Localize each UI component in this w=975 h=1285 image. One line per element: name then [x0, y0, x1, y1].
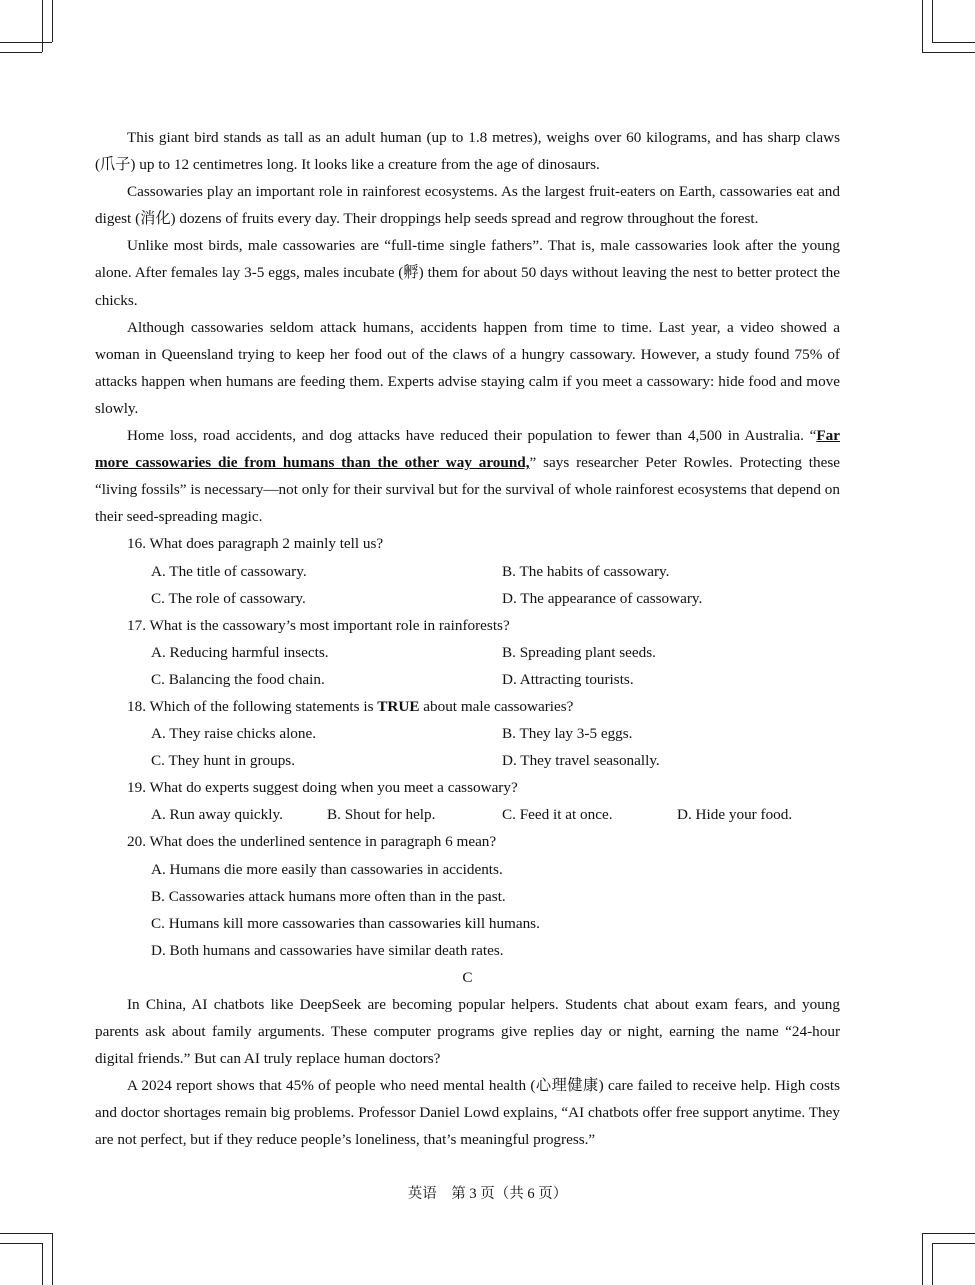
page-footer: 英语 第 3 页（共 6 页）	[407, 1186, 568, 1202]
question-17-options-row-1	[95, 639, 840, 666]
question-17-stem: 17. What is the cassowary’s most important role in rainforests?	[127, 616, 510, 634]
question-18-options-row-1	[95, 720, 840, 747]
question-16-stem: 16. What does paragraph 2 mainly tell us?	[127, 535, 384, 553]
paragraph-5-text-before: Home loss, road accidents, and dog attacks have reduced their population to fewer than 4,500 in Australia. “	[127, 427, 817, 445]
question-19-option-b[interactable]: B. Shout for help.	[327, 806, 436, 824]
passage-c-paragraph-2: A 2024 report shows that 45% of people who need mental health (心理健康) care failed to receive help. High costs and doctor shortages remain big problems. Professor Daniel Lowd explains, “AI chatbots offer free support anytime. They are not perfect, but if they reduce people’s loneliness, that’s meaningful progress.”	[95, 1077, 840, 1149]
passage-b-paragraph-1: This giant bird stands as tall as an adult human (up to 1.8 metres), weighs over 60 kilograms, and has sharp claws (爪子) up to 12 centimetres long. It looks like a creature from the age of dinosaurs.	[95, 129, 840, 174]
passage-b-paragraph-2: Cassowaries play an important role in rainforest ecosystems. As the largest fruit-eaters on Earth, cassowaries eat and digest (消化) dozens of fruits every day. Their droppings help seeds spread and regrow throughout the forest.	[95, 183, 840, 228]
crop-mark-bottom-left-v2	[52, 1233, 53, 1285]
crop-mark-bottom-right-h2	[932, 1243, 975, 1244]
question-17-option-d[interactable]: D. Attracting tourists.	[502, 670, 634, 688]
question-16-option-c[interactable]: C. The role of cassowary.	[151, 589, 306, 607]
question-20-option-d[interactable]: D. Both humans and cassowaries have similar death rates.	[151, 941, 504, 959]
crop-mark-top-right-h2	[932, 42, 975, 43]
crop-mark-bottom-right-v2	[932, 1243, 933, 1285]
passage-b-paragraph-5	[95, 422, 840, 530]
exam-page	[95, 124, 840, 1154]
passage-c-paragraph-1: In China, AI chatbots like DeepSeek are becoming popular helpers. Students chat about exam fears, and young parents ask about family arguments. These computer programs give replies day or night, earning the name “24-hour digital friends.” But can AI truly replace human doctors?	[95, 996, 840, 1068]
question-20-option-c[interactable]: C. Humans kill more cassowaries than cassowaries kill humans.	[151, 914, 540, 932]
question-19-stem: 19. What do experts suggest doing when you meet a cassowary?	[127, 779, 518, 797]
question-18-option-a[interactable]: A. They raise chicks alone.	[151, 725, 317, 743]
question-16-option-d[interactable]: D. The appearance of cassowary.	[502, 589, 703, 607]
section-c-label: C	[462, 968, 473, 986]
underlined-sentence: Far more cassowaries die from humans than the other way around,	[95, 427, 840, 472]
question-17-option-c[interactable]: C. Balancing the food chain.	[151, 670, 325, 688]
question-18-stem-bold: TRUE	[377, 697, 420, 715]
question-19-option-a[interactable]: A. Run away quickly.	[151, 806, 283, 824]
passage-b-paragraph-4: Although cassowaries seldom attack humans, accidents happen from time to time. Last year, a video showed a woman in Queensland trying to keep her food out of the claws of a hungry cassowary. However, a study found 75% of attacks happen when humans are feeding them. Experts advise staying calm if you meet a cassowary: hide food and move slowly.	[95, 318, 840, 417]
question-17-options-row-2	[95, 666, 840, 693]
crop-mark-bottom-left-v	[42, 1243, 43, 1285]
question-17-option-a[interactable]: A. Reducing harmful insects.	[151, 643, 329, 661]
question-18-option-d[interactable]: D. They travel seasonally.	[502, 752, 660, 770]
question-16-option-b[interactable]: B. The habits of cassowary.	[502, 562, 670, 580]
crop-mark-top-right-h	[922, 52, 975, 53]
crop-mark-bottom-left-h	[0, 1233, 52, 1234]
question-20-option-a[interactable]: A. Humans die more easily than cassowaries in accidents.	[151, 860, 503, 878]
question-19-options-row	[95, 801, 840, 828]
crop-mark-top-right-v	[922, 0, 923, 52]
question-18-stem	[95, 693, 840, 720]
crop-mark-top-left-h2	[0, 52, 42, 53]
question-19-option-c[interactable]: C. Feed it at once.	[502, 806, 613, 824]
crop-mark-top-right-v2	[932, 0, 933, 42]
crop-mark-bottom-right-v	[922, 1233, 923, 1285]
question-16-option-a[interactable]: A. The title of cassowary.	[151, 562, 307, 580]
question-17-option-b[interactable]: B. Spreading plant seeds.	[502, 643, 656, 661]
question-18-option-c[interactable]: C. They hunt in groups.	[151, 752, 295, 770]
crop-mark-top-left-h	[0, 42, 52, 43]
question-18-stem-before: 18. Which of the following statements is	[127, 697, 378, 715]
question-18-options-row-2	[95, 747, 840, 774]
question-16-options-row-2	[95, 585, 840, 612]
crop-mark-top-left-v2	[52, 0, 53, 42]
question-16-options-row-1	[95, 558, 840, 585]
question-18-stem-after: about male cassowaries?	[419, 697, 574, 715]
paragraph-5-text-after: ” says researcher Peter Rowles. Protecting these “living fossils” is necessary—not only for their survival but for the survival of whole rainforest ecosystems that depend on their seed-spreading magic.	[95, 454, 840, 526]
question-19-option-d[interactable]: D. Hide your food.	[677, 806, 793, 824]
crop-mark-top-left-v	[42, 0, 43, 52]
question-20-stem: 20. What does the underlined sentence in paragraph 6 mean?	[127, 833, 497, 851]
passage-b-paragraph-3: Unlike most birds, male cassowaries are “full-time single fathers”. That is, male cassowaries look after the young alone. After females lay 3-5 eggs, males incubate (孵) them for about 50 days without leaving the nest to better protect the chicks.	[95, 237, 840, 309]
crop-mark-bottom-left-h2	[0, 1243, 42, 1244]
crop-mark-bottom-right-h	[922, 1233, 975, 1234]
question-20-option-b[interactable]: B. Cassowaries attack humans more often than in the past.	[151, 887, 506, 905]
question-18-option-b[interactable]: B. They lay 3-5 eggs.	[502, 725, 633, 743]
